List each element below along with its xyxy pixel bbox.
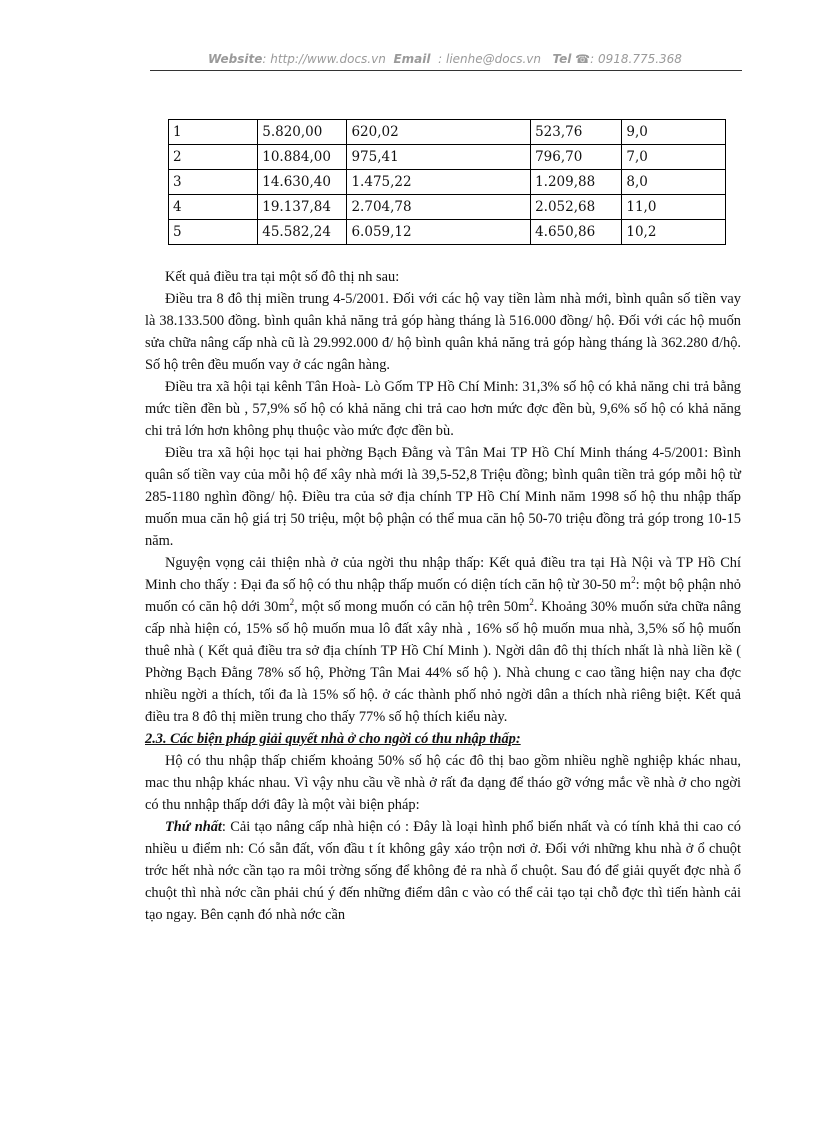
table-cell: 5.820,00 [258,120,347,145]
section-title: 2.3. Các biện pháp giải quyết nhà ở cho ngời có thu nhập thấp: [145,731,521,747]
table-cell: 7,0 [622,145,726,170]
paragraph-text: : một bộ phận nhỏ muốn có căn hộ dới 30m [145,577,741,615]
table-cell: 1.475,22 [347,170,531,195]
paragraph: Điều tra 8 đô thị miền trung 4-5/2001. Đối với các hộ vay tiền làm nhà mới, bình quân số tiền vay là 38.133.500 đồng. bình quân khả năng trả góp hàng tháng là 516.000 đồng/ hộ. Đối với các hộ muốn sửa chữa nâng cấp nhà cũ là 29.992.000 đ/ hộ bình quân khả năng trả góp hàng tháng là 362.280 đ/hộ. Số hộ trên đều muốn vay ở các ngân hàng. [145,291,741,373]
table-cell: 11,0 [622,195,726,220]
paragraph [145,816,741,926]
phone-icon: ☎ [575,52,591,66]
data-table [168,119,726,245]
table-cell: 1 [169,120,258,145]
website-label: Website [208,52,263,66]
paragraph: Kết quả điều tra tại một số đô thị nh sau: [165,269,400,285]
table-cell: 975,41 [347,145,531,170]
paragraph-text: : Cải tạo nâng cấp nhà hiện có : Đây là loại hình phổ biến nhất và có tính khả thi cao có nhiều u điểm nh: Có sẵn đất, vốn đầu t ít không gây xáo trộn nơi ở. Đối với những khu nhà ở ổ chuột trớc hết nhà nớc cần tạo ra môi trờng sống để không đẻ ra nhà ổ chuột. Sau đó để giải quyết đợc nhà ổ chuột thì nhà nớc cần phải chú ý đến những điểm dân c vào có thể cải tạo tại chỗ đợc thì tiến hành cải tạo ngay. Bên cạnh đó nhà nớc cần [145,819,741,923]
paragraph-text: . Khoảng 30% muốn sửa chữa nâng cấp nhà hiện có, 15% số hộ muốn mua lô đất xây nhà , 16% số hộ muốn mua nhà, 3,5% số hộ muốn thuê nhà ( Kết quả điều tra sở địa chính TP Hồ Chí Minh ). Ngời dân đô thị thích nhất là nhà liền kề ( Phờng Bạch Đằng 78% số hộ, Phờng Tân Mai 44% số hộ ). Nhà chung c cao tầng hiện nay cha đợc nhiều ngời a thích, tối đa là 15% số hộ. ở các thành phố nhỏ ngời dân a thích nhà riêng biệt. Kết quả điều tra 8 đô thị miền trung cho thấy 77% số hộ thích kiểu này. [145,599,741,725]
table-cell: 2.704,78 [347,195,531,220]
superscript: 2 [289,597,295,608]
table-cell: 9,0 [622,120,726,145]
tel-value: : 0918.775.368 [590,52,682,66]
table-cell: 10,2 [622,220,726,245]
website-value: : http://www.docs.vn [262,52,386,66]
table-cell: 6.059,12 [347,220,531,245]
table-row [169,120,726,145]
document-body [145,266,741,926]
table-cell: 8,0 [622,170,726,195]
table-row [169,170,726,195]
email-label: Email [393,52,431,66]
table-cell: 3 [169,170,258,195]
table-cell: 4 [169,195,258,220]
paragraph-text: , một số mong muốn có căn hộ trên 50m [294,599,530,615]
table-cell: 796,70 [531,145,622,170]
paragraph-text: Nguyện vọng cải thiện nhà ở của ngời thu nhập thấp: Kết quả điều tra tại Hà Nội và TP Hồ Chí Minh cho thấy : Đại đa số hộ có thu nhập thấp muốn có diện tích căn hộ từ 30-50 m [145,555,741,593]
table-cell: 14.630,40 [258,170,347,195]
paragraph: Điều tra xã hội học tại hai phờng Bạch Đằng và Tân Mai TP Hồ Chí Minh tháng 4-5/2001: Bình quân số tiền vay của mỗi hộ để xây nhà mới là 39,5-52,8 Triệu đồng; bình quân tiền trả góp mỗi hộ từ 285-1180 nghìn đồng/ hộ. Điều tra của sở địa chính TP Hồ Chí Minh năm 1998 số hộ thu nhập thấp muốn mua căn hộ giá trị 50 triệu, một bộ phận có thể mua căn hộ 50-70 triệu đồng trả góp trong 10-15 năm. [145,445,741,549]
table-cell: 5 [169,220,258,245]
paragraph-lead: Thứ nhất [165,819,222,835]
table-cell: 1.209,88 [531,170,622,195]
table-cell: 4.650,86 [531,220,622,245]
paragraph [145,552,741,728]
email-value: : lienhe@docs.vn [438,52,541,66]
table-cell: 10.884,00 [258,145,347,170]
table-cell: 523,76 [531,120,622,145]
table-cell: 2.052,68 [531,195,622,220]
header-divider [150,70,742,71]
table-cell: 620,02 [347,120,531,145]
table-cell: 45.582,24 [258,220,347,245]
tel-label: Tel [552,52,572,66]
table-cell: 2 [169,145,258,170]
page-header [150,52,740,66]
paragraph: Hộ có thu nhập thấp chiếm khoảng 50% số hộ các đô thị bao gồm nhiều nghề nghiệp khác nhau, mac thu nhập khác nhau. Vì vậy nhu cầu về nhà ở rất đa dạng để tháo gỡ vớng mắc về nhà ở cho ngời có thu nnhập thấp dới đây là một vài biện pháp: [145,753,741,813]
table-row [169,220,726,245]
table-cell: 19.137,84 [258,195,347,220]
table-row [169,145,726,170]
paragraph: Điều tra xã hội tại kênh Tân Hoà- Lò Gốm TP Hồ Chí Minh: 31,3% số hộ có khả năng chi trả bằng mức tiền đền bù , 57,9% số hộ có khả năng chi trả cao hơn mức đợc đền bù, 9,6% số hộ có khả năng chi trả lớn hơn không phụ thuộc vào mức đợc đền bù. [145,379,741,439]
table-row [169,195,726,220]
superscript: 2 [529,597,534,608]
superscript: 2 [631,575,636,586]
